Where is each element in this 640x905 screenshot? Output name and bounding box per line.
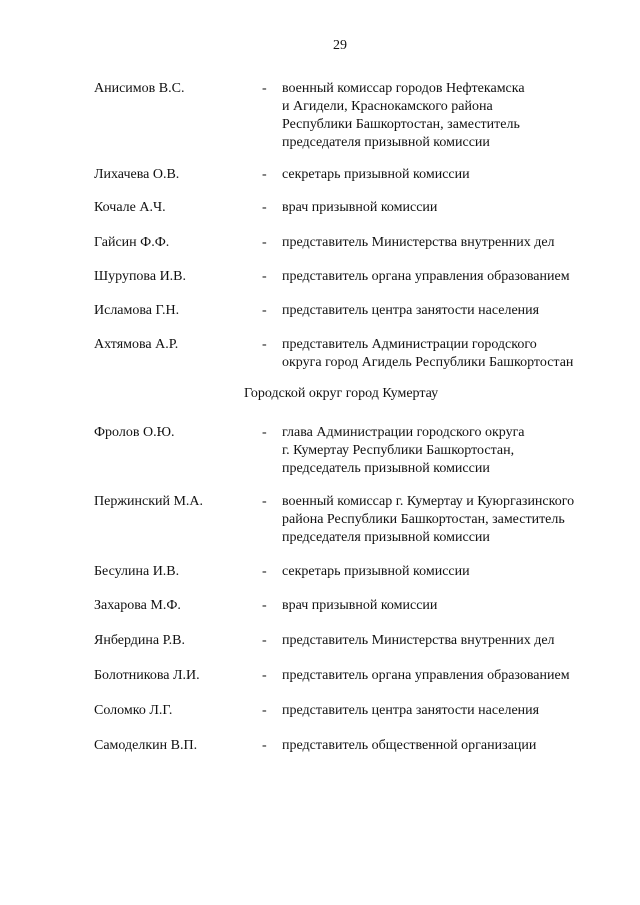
member-role: секретарь призывной комиссии — [282, 564, 470, 579]
member-name: Шурупова И.В. — [94, 269, 187, 284]
list-dash: - — [262, 337, 267, 352]
member-name: Гайсин Ф.Ф. — [94, 235, 170, 250]
list-dash: - — [262, 425, 267, 440]
member-name: Кочале А.Ч. — [94, 200, 166, 215]
member-role: врач призывной комиссии — [282, 200, 438, 215]
list-dash: - — [262, 494, 267, 509]
list-dash: - — [262, 738, 267, 753]
member-role: представитель органа управления образованием — [282, 269, 570, 284]
member-role: секретарь призывной комиссии — [282, 167, 470, 182]
list-dash: - — [262, 598, 267, 613]
list-dash: - — [262, 564, 267, 579]
list-dash: - — [262, 269, 267, 284]
member-role: представитель органа управления образованием — [282, 668, 570, 683]
list-dash: - — [262, 235, 267, 250]
member-name: Фролов О.Ю. — [94, 425, 175, 440]
member-role: глава Администрации городского округа г. Кумертау Республики Башкортостан, председатель призывной комиссии — [282, 425, 525, 476]
list-dash: - — [262, 200, 267, 215]
list-dash: - — [262, 633, 267, 648]
list-dash: - — [262, 668, 267, 683]
member-role: представитель Министерства внутренних дел — [282, 235, 555, 250]
member-name: Захарова М.Ф. — [94, 598, 181, 613]
member-role: представитель центра занятости населения — [282, 703, 540, 718]
member-name: Соломко Л.Г. — [94, 703, 173, 718]
member-role: представитель центра занятости населения — [282, 303, 540, 318]
member-name: Лихачева О.В. — [94, 167, 180, 182]
member-name: Самоделкин В.П. — [94, 738, 198, 753]
list-dash: - — [262, 303, 267, 318]
member-name: Болотникова Л.И. — [94, 668, 200, 683]
member-role: представитель Администрации городского округа город Агидель Республики Башкортостан — [282, 337, 574, 370]
list-dash: - — [262, 703, 267, 718]
page-number: 29 — [333, 38, 347, 53]
member-name: Ахтямова А.Р. — [94, 337, 179, 352]
member-role: военный комиссар г. Кумертау и Куюргазинского района Республики Башкортостан, заместитель председателя призывной комиссии — [282, 494, 575, 545]
member-role: врач призывной комиссии — [282, 598, 438, 613]
member-name: Исламова Г.Н. — [94, 303, 180, 318]
member-name: Янбердина Р.В. — [94, 633, 185, 648]
member-name: Бесулина И.В. — [94, 564, 180, 579]
member-name: Пержинский М.А. — [94, 494, 204, 509]
member-role: представитель общественной организации — [282, 738, 537, 753]
section-heading: Городской округ город Кумертау — [244, 386, 439, 401]
list-dash: - — [262, 81, 267, 96]
member-role: представитель Министерства внутренних дел — [282, 633, 555, 648]
member-name: Анисимов В.С. — [94, 81, 185, 96]
member-role: военный комиссар городов Нефтекамска и Агидели, Краснокамского района Республики Башкортостан, заместитель председателя призывной комиссии — [282, 81, 525, 150]
list-dash: - — [262, 167, 267, 182]
